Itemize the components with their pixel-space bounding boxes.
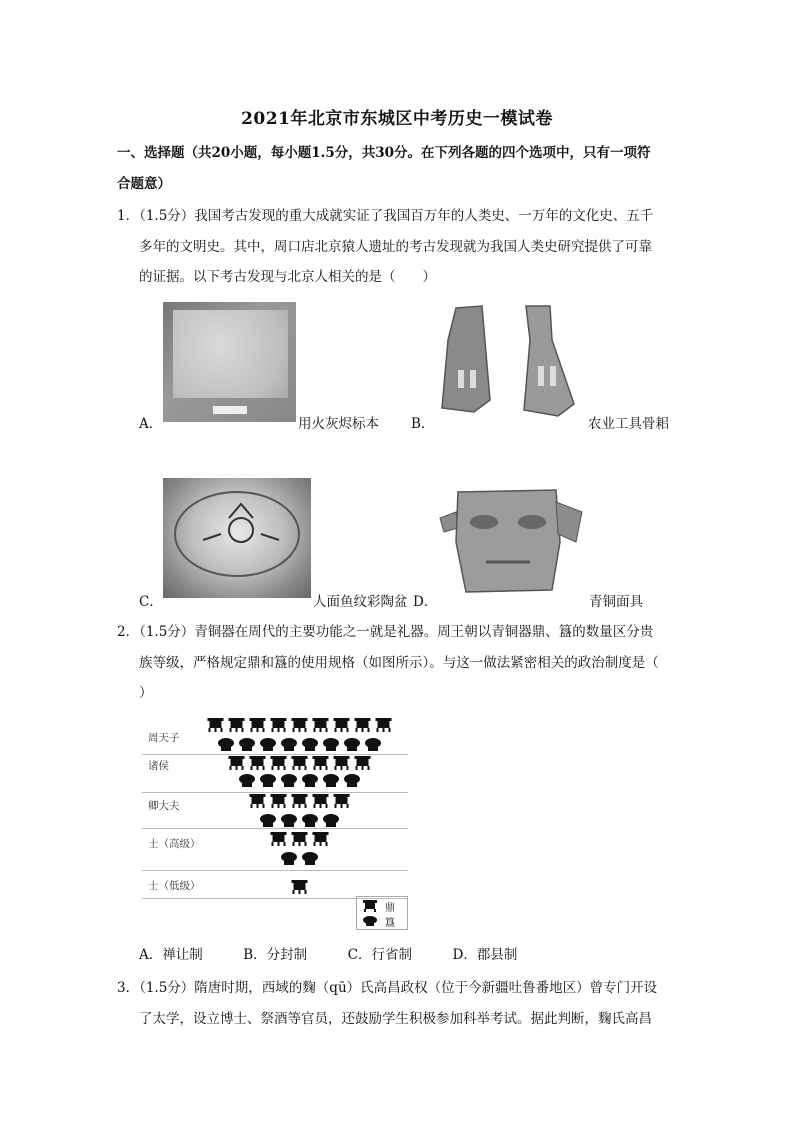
q3-line1: 3．（1.5分）隋唐时期，西域的麴（qū）氏高昌政权（位于今新疆吐鲁番地区）曾专门开设: [117, 980, 658, 996]
ding-icon: [313, 832, 329, 846]
q2-line2: 族等级，严格规定鼎和簋的使用规格（如图所示）。与这一做法紧密相关的政治制度是（: [139, 655, 659, 671]
section1-heading-line2: 合题意）: [117, 176, 171, 192]
section1-heading-line1: 一、选择题（共20小题，每小题1.5分，共30分。在下列各题的四个选项中，只有一项符: [117, 145, 651, 161]
ding-icon: [313, 718, 329, 732]
q1-option-b-text: 农业工具骨耜: [588, 416, 669, 432]
gui-icon: [323, 774, 339, 787]
q1-line2: 多年的文明史。其中，周口店北京猿人遗址的考古发现就为我国人类史研究提供了可靠: [139, 239, 652, 255]
ding-icon: [355, 756, 371, 770]
q2-options: A．禅让制 B．分封制 C．行省制 D．郡县制: [139, 947, 518, 963]
ding-icon: [250, 756, 266, 770]
legend-ding: 鼎: [385, 903, 395, 914]
ash-specimen-image: [163, 302, 296, 422]
bone-spade-image: [434, 300, 584, 420]
gui-icon: [302, 814, 318, 827]
gui-icon: [260, 814, 276, 827]
gui-icon: [323, 738, 339, 751]
ding-icon: [271, 794, 287, 808]
gui-icon: [260, 774, 276, 787]
ding-gui-rank-chart: [142, 714, 408, 930]
ding-icon: [208, 718, 224, 732]
q1-line3: 的证据。以下考古发现与北京人相关的是（ ）: [139, 269, 436, 285]
gui-icon: [260, 738, 276, 751]
ding-icon: [250, 794, 266, 808]
gui-icon: [281, 814, 297, 827]
ding-icon: [355, 718, 371, 732]
gui-icon: [218, 738, 234, 751]
chart-legend: [356, 896, 408, 930]
q1-option-d-text: 青铜面具: [589, 594, 643, 610]
ding-icon: [292, 718, 308, 732]
q1-option-a-text: 用火灰烬标本: [298, 416, 379, 432]
ding-icon: [313, 794, 329, 808]
painted-pottery-basin-image: [163, 478, 311, 598]
q1-option-a-letter: A．: [139, 416, 163, 432]
rank-label: 卿大夫: [148, 800, 180, 812]
ding-icon: [292, 880, 308, 894]
q1-line1: 1．（1.5分）我国考古发现的重大成就实证了我国百万年的人类史、一万年的文化史、五千: [117, 208, 654, 224]
rank-label: 士（高级）: [148, 838, 201, 850]
ding-icon: [334, 718, 350, 732]
ding-icon: [376, 718, 392, 732]
q1-option-c-text: 人面鱼纹彩陶盆: [313, 594, 408, 610]
gui-icon: [302, 852, 318, 865]
rank-label: 诸侯: [148, 760, 169, 772]
gui-icon: [323, 814, 339, 827]
ding-icon: [292, 756, 308, 770]
gui-icon: [344, 774, 360, 787]
bronze-mask-image: [436, 482, 586, 594]
q1-option-c-letter: C．: [139, 594, 163, 610]
q2-line3: ）: [139, 685, 153, 701]
gui-icon: [281, 738, 297, 751]
rank-label: 士（低级）: [148, 880, 201, 892]
ding-icon: [334, 794, 350, 808]
legend-gui: 簋: [385, 918, 395, 929]
ding-icon: [229, 718, 245, 732]
ding-icon: [292, 832, 308, 846]
q1-option-b-letter: B．: [411, 416, 435, 432]
gui-icon: [239, 738, 255, 751]
q1-option-d-letter: D．: [413, 594, 438, 610]
gui-icon: [281, 774, 297, 787]
ding-icon: [250, 718, 266, 732]
rank-label: 周天子: [148, 732, 180, 744]
q3-line2: 了太学，设立博士、祭酒等官员，还鼓励学生积极参加科举考试。据此判断，麴氏高昌: [139, 1011, 652, 1027]
ding-icon: [271, 756, 287, 770]
ding-icon: [271, 832, 287, 846]
gui-icon: [281, 852, 297, 865]
ding-icon: [334, 756, 350, 770]
ding-icon: [313, 756, 329, 770]
gui-icon: [302, 774, 318, 787]
page-title: 2021年北京市东城区中考历史一模试卷: [241, 109, 553, 129]
gui-icon: [239, 774, 255, 787]
ding-icon: [229, 756, 245, 770]
gui-icon: [302, 738, 318, 751]
q2-line1: 2．（1.5分）青铜器在周代的主要功能之一就是礼器。周王朝以青铜器鼎、簋的数量区分贵: [117, 624, 654, 640]
ding-icon: [292, 794, 308, 808]
gui-icon: [365, 738, 381, 751]
ding-icon: [271, 718, 287, 732]
gui-icon: [344, 738, 360, 751]
